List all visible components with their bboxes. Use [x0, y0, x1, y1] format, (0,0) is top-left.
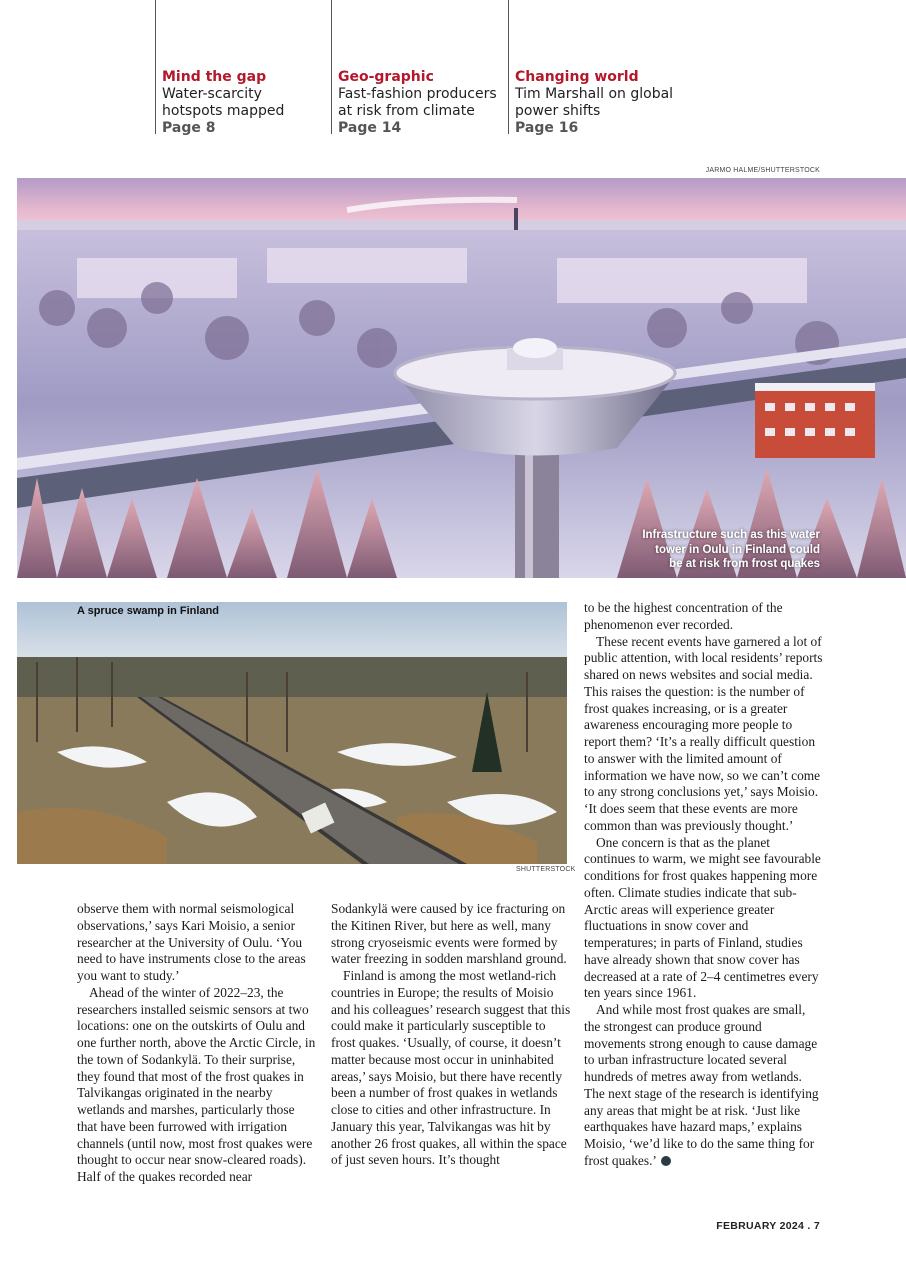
teaser-page: Page 8: [162, 120, 216, 136]
paragraph: One concern is that as the planet continues to warm, we might see favourable conditions for frost quakes happening more often. Climate studies indicate that sub-Arctic areas will experience greater fluctuations in snow cover and temperatures; in parts of Finland, studies have already shown that snow cover has decreased at a rate of 2–4 centimetres every ten years since 1961.: [584, 834, 821, 1001]
swamp-photo-credit: SHUTTERSTOCK: [516, 866, 576, 873]
caption-line: tower in Oulu in Finland could: [655, 543, 820, 556]
teaser-mind-the-gap[interactable]: [155, 0, 322, 134]
paragraph: These recent events have garnered a lot of public attention, with local residents’ reports shared on news websites and social media. This raises the question: is the number of frost quakes increasing, or is a greater awareness encouraging more people to report them? ‘It’s a really difficult question to answer with the limited amount of information we have now, so we can’t come to any strong conclusions yet,’ says Moisio. ‘It does seem that these events are more common than was previously thought.’: [584, 633, 823, 833]
top-photo-credit: JARMO HALME/SHUTTERSTOCK: [705, 167, 820, 174]
water-tower-photo: [17, 178, 906, 578]
water-tower-caption: [620, 528, 820, 572]
teaser-desc: at risk from climate: [338, 103, 475, 119]
article-column-3: [584, 600, 824, 1170]
teaser-title: Geo-graphic: [338, 69, 434, 85]
paragraph: to be the highest concentration of the phenomenon ever recorded.: [584, 600, 783, 632]
page-folio: FEBRUARY 2024 . 7: [716, 1220, 820, 1232]
paragraph: observe them with normal seismological observations,’ says Kari Moisio, a senior researcher at the University of Oulu. ‘You need to have instruments close to the areas you want to study.’: [77, 901, 306, 983]
paragraph-last: [584, 1002, 824, 1170]
teaser-page: Page 16: [515, 120, 579, 136]
caption-line: Infrastructure such as this water: [642, 529, 820, 541]
teaser-title: Mind the gap: [162, 69, 267, 85]
swamp-caption: A spruce swamp in Finland: [77, 605, 220, 617]
teaser-desc: Fast-fashion producers: [338, 86, 497, 102]
paragraph: Sodankylä were caused by ice fracturing on the Kitinen River, but here as well, many strong cryoseismic events were formed by water freezing in sodden marshland ground.: [331, 901, 567, 967]
end-of-article-icon: [661, 1156, 671, 1166]
paragraph: Finland is among the most wetland-rich countries in Europe; the results of Moisio and his colleagues’ research suggest that this could make it particularly susceptible to frost quakes. ‘Usually, of course, it doesn’t matter because most occur in uninhabited areas,’ says Moisio, but there have recently been a number of frost quakes in wetlands close to cities and other infrastructure. In January this year, Talvikangas was hit by another 26 frost quakes, all within the space of just seven hours. It’s thought: [331, 968, 571, 1168]
teaser-desc: hotspots mapped: [162, 103, 285, 119]
teaser-desc: Tim Marshall on global: [515, 86, 674, 102]
teaser-changing-world[interactable]: [508, 0, 685, 134]
article-column-2: [331, 901, 571, 1169]
teaser-title: Changing world: [515, 69, 639, 85]
caption-line: be at risk from frost quakes: [669, 558, 820, 570]
teaser-desc: power shifts: [515, 103, 601, 119]
teaser-geo-graphic[interactable]: [331, 0, 508, 134]
teaser-desc: Water-scarcity: [162, 86, 262, 102]
teaser-page: Page 14: [338, 120, 402, 136]
paragraph: Ahead of the winter of 2022–23, the researchers installed seismic sensors at two locations: one on the outskirts of Oulu and one further north, above the Arctic Circle, in the town of Sodankylä. To their surprise, they found that most of the frost quakes in Talvikangas originated in the nearby wetlands and marshes, particularly those that have been furrowed with irrigation channels (until now, most frost quakes were thought to occur near snow-cleared roads). Half of the quakes recorded near: [77, 984, 316, 1184]
spruce-swamp-photo: [17, 602, 567, 864]
paragraph-text: And while most frost quakes are small, the strongest can produce ground movements strong enough to cause damage to urban infrastructure located several hundreds of metres away from wetlands. The next stage of the research is identifying any areas that might be at risk. ‘Just like earthquakes have hazard maps,’ explains Moisio, ‘we’d like to do the same thing for frost quakes.’: [584, 1002, 819, 1168]
article-column-1: [77, 901, 317, 1186]
